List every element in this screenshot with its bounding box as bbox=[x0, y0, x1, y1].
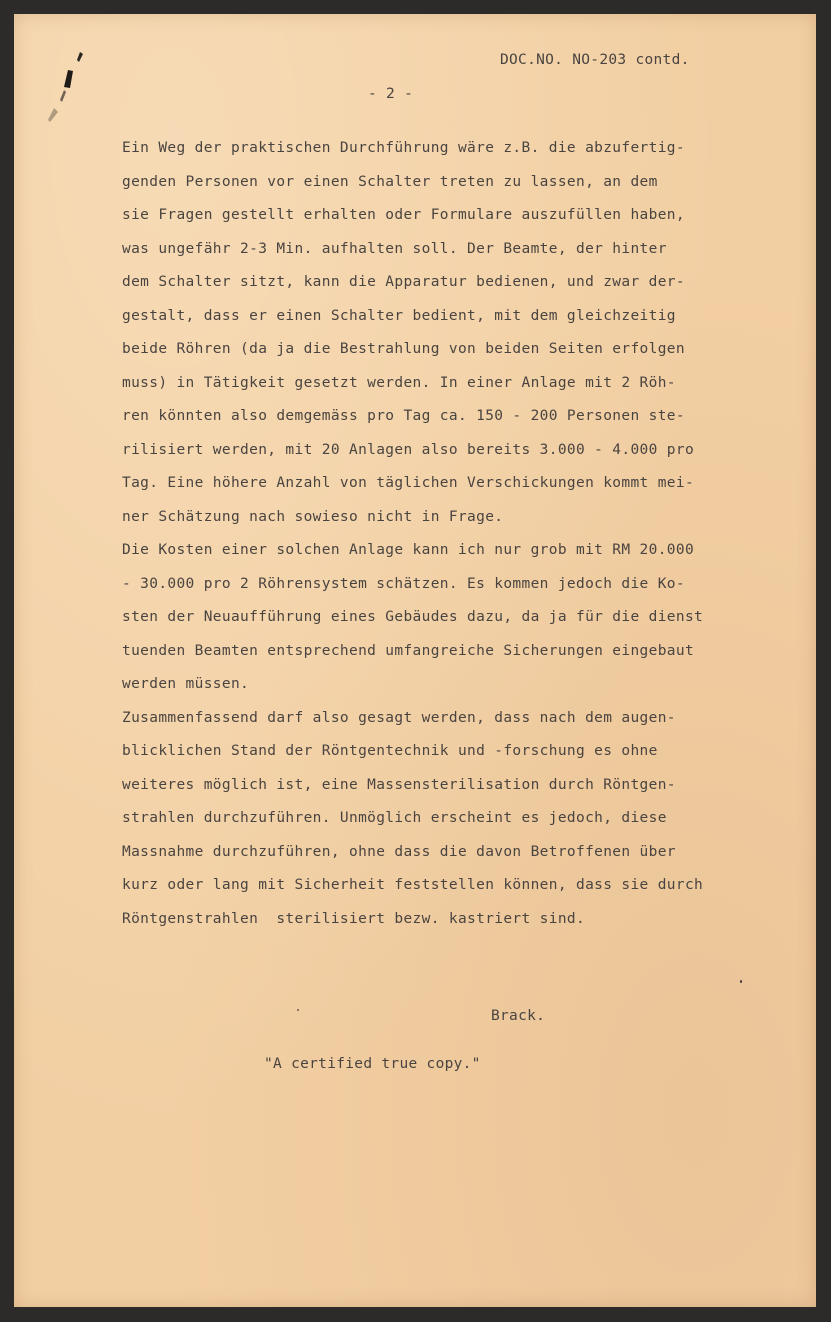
text-line: Tag. Eine höhere Anzahl von täglichen Verschickungen kommt mei- bbox=[122, 475, 695, 491]
text-line: beide Röhren (da ja die Bestrahlung von beiden Seiten erfolgen bbox=[122, 341, 685, 357]
text-line: rilisiert werden, mit 20 Anlagen also bereits 3.000 - 4.000 pro bbox=[122, 441, 695, 458]
ink-mark-icon bbox=[42, 50, 92, 130]
text-line: Die Kosten einer solchen Anlage kann ich nur grob mit RM 20.000 bbox=[122, 542, 695, 558]
text-line: Zusammenfassend darf also gesagt werden, dass nach dem augen- bbox=[122, 709, 676, 726]
text-line: ner Schätzung nach sowieso nicht in Frage. bbox=[122, 508, 504, 525]
text-line: ren könnten also demgemäss pro Tag ca. 150 - 200 Personen ste- bbox=[122, 408, 685, 424]
document-page bbox=[14, 14, 816, 1307]
certification-note: "A certified true copy." bbox=[264, 1056, 481, 1072]
text-line: Röntgenstrahlen sterilisiert bezw. kastriert sind. bbox=[122, 910, 586, 927]
paper-speck-icon bbox=[740, 980, 742, 983]
text-line: Ein Weg der praktischen Durchführung wäre z.B. die abzufertig- bbox=[122, 140, 685, 156]
text-line: strahlen durchzuführen. Unmöglich erscheint es jedoch, diese bbox=[122, 810, 667, 826]
text-line: sie Fragen gestellt erhalten oder Formulare auszufüllen haben, bbox=[122, 207, 685, 223]
text-line: - 30.000 pro 2 Röhrensystem schätzen. Es kommen jedoch die Ko- bbox=[122, 575, 685, 592]
text-line: genden Personen vor einen Schalter treten zu lassen, an dem bbox=[122, 173, 658, 190]
text-line: tuenden Beamten entsprechend umfangreiche Sicherungen eingebaut bbox=[122, 642, 695, 659]
paper-speck-icon bbox=[297, 1009, 299, 1011]
text-line: werden müssen. bbox=[122, 676, 250, 692]
text-line: gestalt, dass er einen Schalter bedient, mit dem gleichzeitig bbox=[122, 307, 676, 324]
document-number: DOC.NO. NO-203 contd. bbox=[500, 52, 690, 68]
text-line: dem Schalter sitzt, kann die Apparatur bedienen, und zwar der- bbox=[122, 274, 685, 290]
page-number: - 2 - bbox=[368, 86, 414, 102]
document-body bbox=[122, 132, 802, 936]
text-line: blicklichen Stand der Röntgentechnik und -forschung es ohne bbox=[122, 743, 658, 759]
signature: Brack. bbox=[491, 1008, 546, 1024]
text-line: Massnahme durchzuführen, ohne dass die davon Betroffenen über bbox=[122, 843, 676, 860]
text-line: muss) in Tätigkeit gesetzt werden. In einer Anlage mit 2 Röh- bbox=[122, 374, 676, 391]
text-line: kurz oder lang mit Sicherheit feststellen können, dass sie durch bbox=[122, 877, 704, 893]
text-line: weiteres möglich ist, eine Massensterilisation durch Röntgen- bbox=[122, 776, 676, 793]
text-line: sten der Neuaufführung eines Gebäudes dazu, da ja für die dienst bbox=[122, 609, 704, 625]
text-line: was ungefähr 2-3 Min. aufhalten soll. Der Beamte, der hinter bbox=[122, 240, 667, 257]
